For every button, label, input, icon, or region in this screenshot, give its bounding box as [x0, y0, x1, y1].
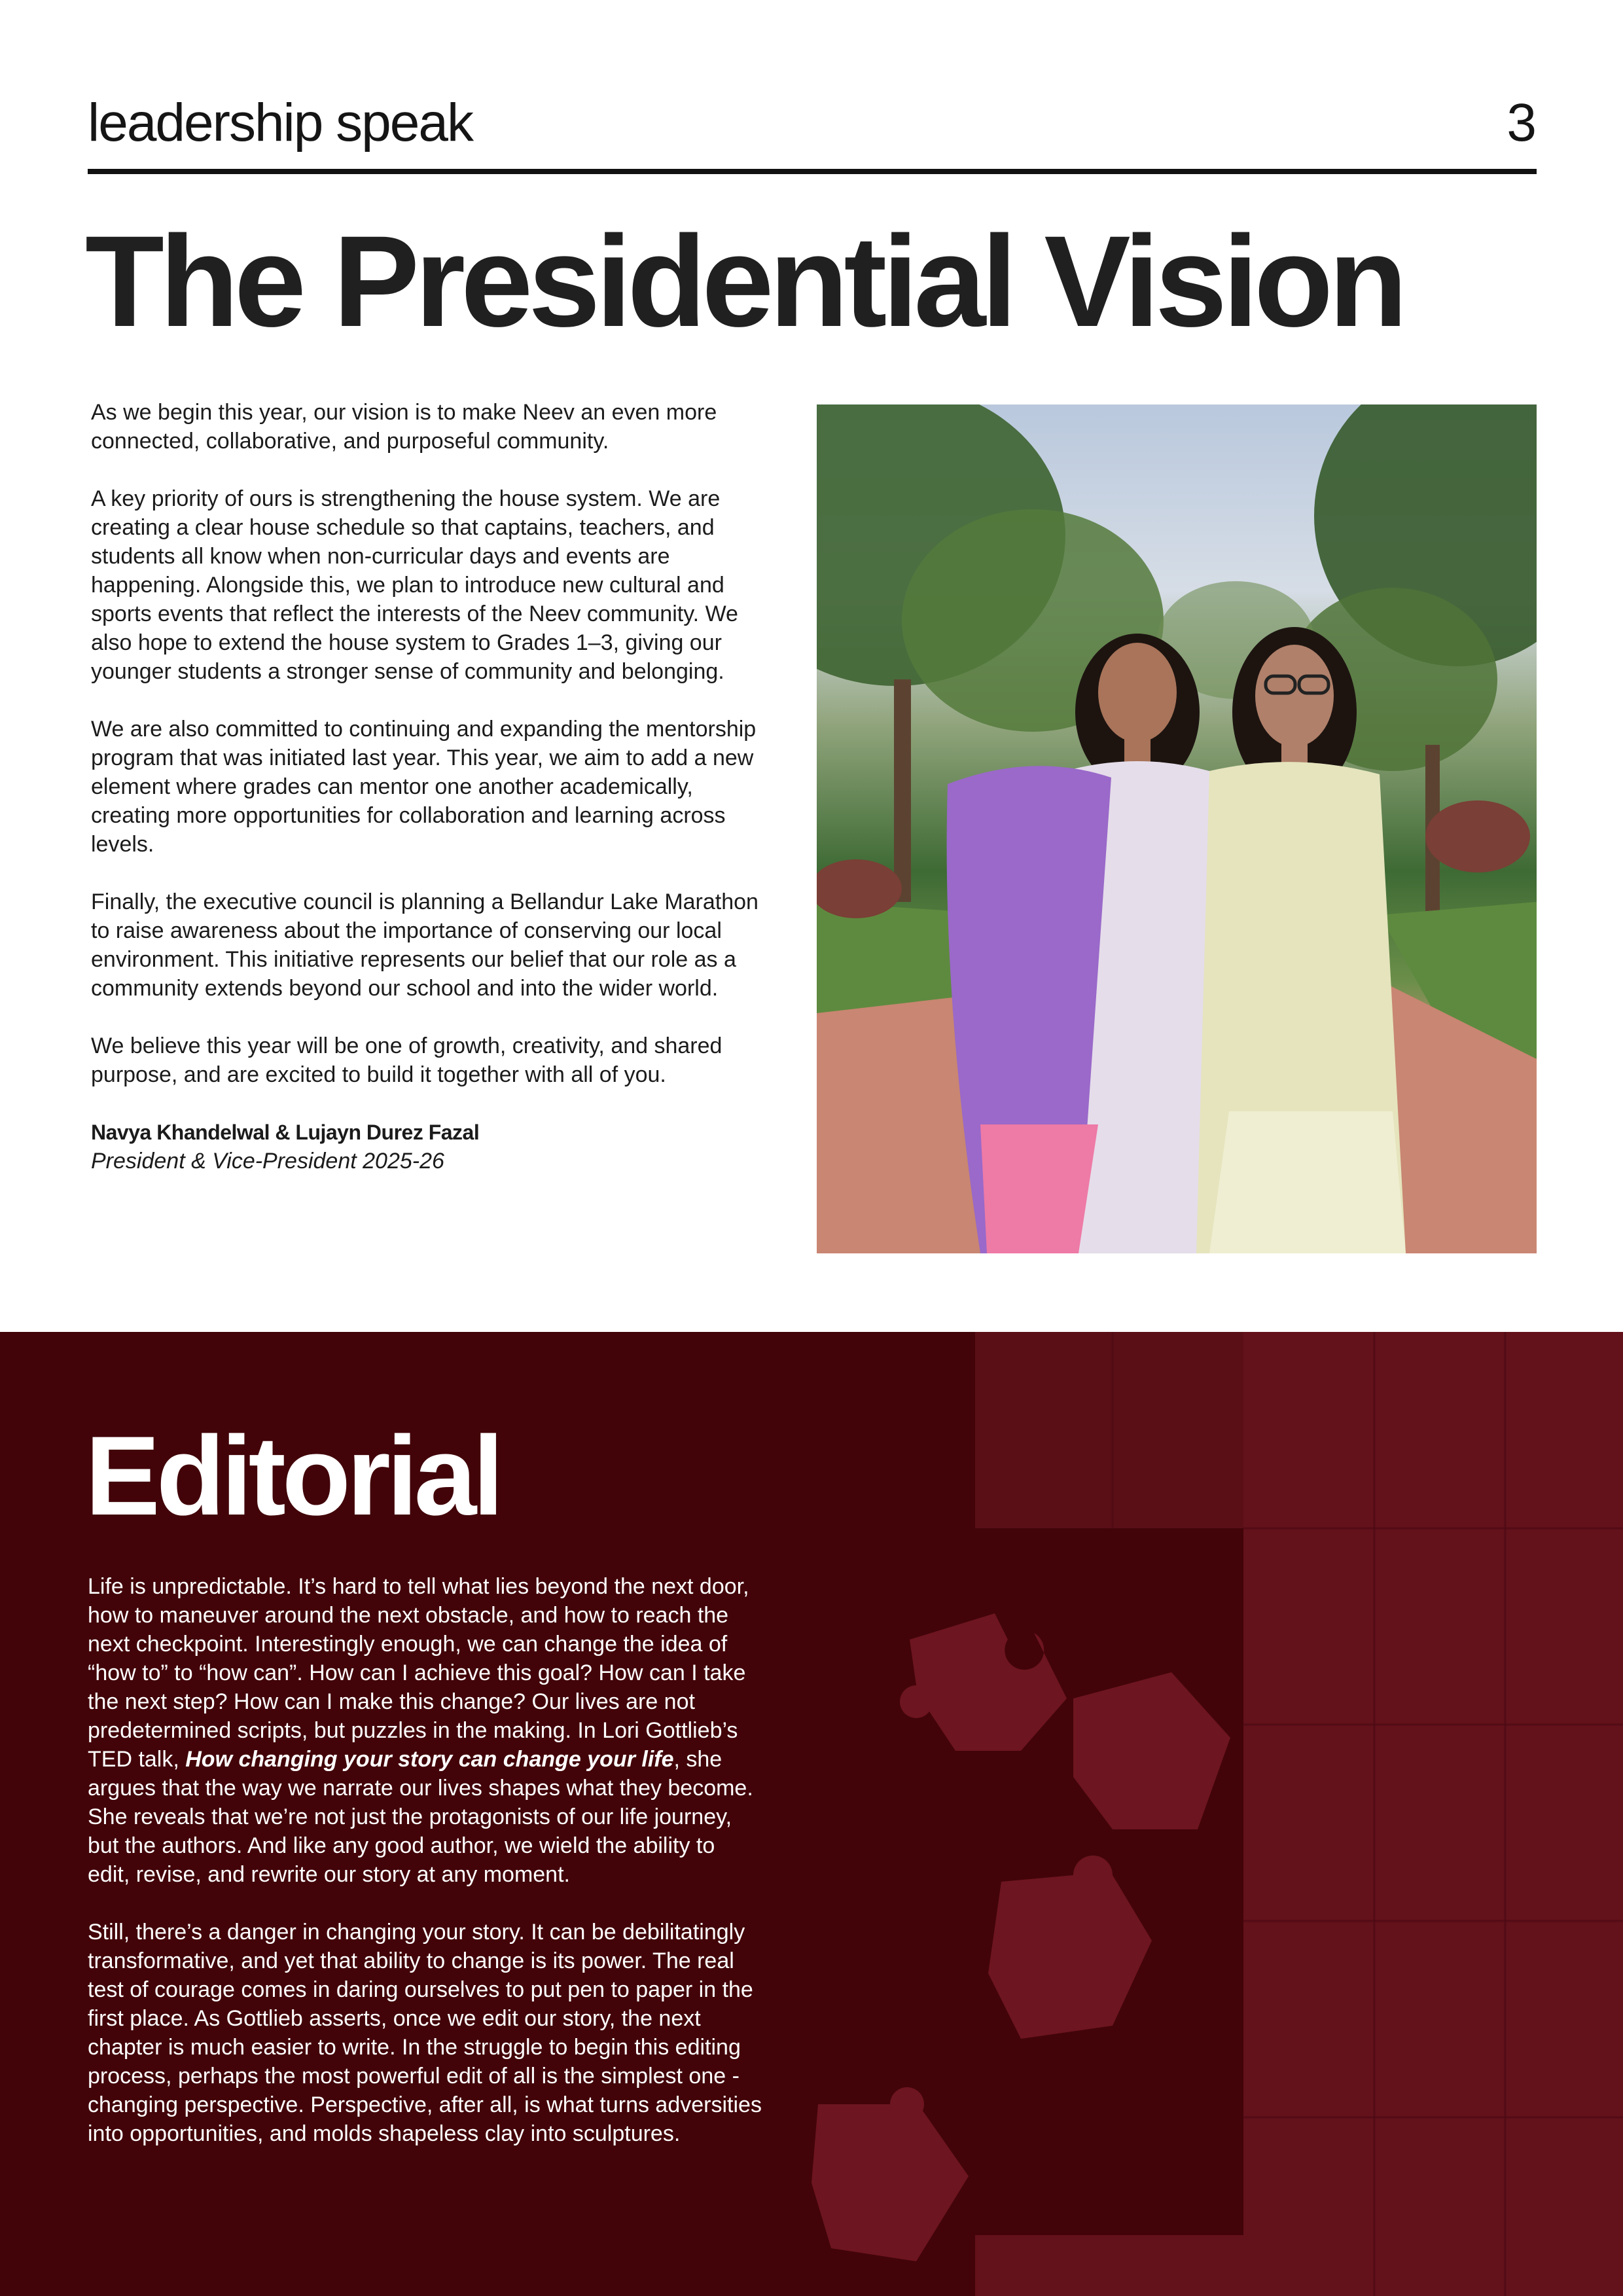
- photo-illustration: [817, 404, 1537, 1253]
- paragraph: A key priority of ours is strengthening the house system. We are creating a clear house schedule so that captains, teachers, and students all know when non-curricular days and events are happening. Alongside this, we plan to introduce new cultural and sports events that reflect the interests of the Neev community. We also hope to extend the house system to Grades 1–3, giving our younger students a stronger sense of community and belonging.: [91, 486, 738, 684]
- signature-role: President & Vice-President 2025-26: [91, 1149, 444, 1174]
- page-header: [88, 92, 1537, 174]
- editorial-section: [0, 1332, 1623, 2296]
- paragraph: As we begin this year, our vision is to make Neev an even more connected, collaborative, and purposeful community.: [91, 400, 717, 454]
- paragraph: We believe this year will be one of growth, creativity, and shared purpose, and are excited to build it together with all of you.: [91, 1033, 722, 1087]
- article-title: The Presidential Vision: [85, 209, 1404, 353]
- paragraph: Finally, the executive council is planning a Bellandur Lake Marathon to raise awareness about the importance of conserving our local environment. This initiative represents our belief that our role as a community extends beyond our school and into the wider world.: [91, 889, 758, 1001]
- text-run: , she argues that the way we narrate our lives shapes what they become. She reveals that we’re not just the protagonists of our life journey, but the authors. And like any good author, we wield the ability to edit, revise, and rewrite our story at any moment.: [88, 1747, 753, 1887]
- section-label: leadership speak: [88, 93, 473, 152]
- paragraph: We are also committed to continuing and expanding the mentorship program that was initiated last year. This year, we aim to add a new element where grades can mentor one another academically, creating more opportunities for collaboration and learning across levels.: [91, 717, 757, 857]
- leaders-photo: [817, 404, 1537, 1253]
- page-number: 3: [1507, 93, 1537, 152]
- text-run: Life is unpredictable. It’s hard to tell what lies beyond the next door, how to maneuver around the next obstacle, and how to reach the next checkpoint. Interestingly enough, we can change the idea of “how to” to “how can”. How can I achieve this goal? How can I take the next step? How can I make this change? Our lives are not predetermined scripts, but puzzles in the making. In Lori Gottlieb’s TED talk,: [88, 1574, 749, 1772]
- presidential-article-body: [91, 398, 768, 1175]
- editorial-body: [88, 1572, 762, 2177]
- paragraph: Still, there’s a danger in changing your story. It can be debilitatingly transformative, and yet that ability to change is its power. The real test of courage comes in daring ourselves to put pen to paper in the first place. As Gottlieb asserts, once we edit our story, the next chapter is much easier to write. In the struggle to begin this editing process, perhaps the most powerful edit of all is the simplest one - changing perspective. Perspective, after all, is what turns adversities into opportunities, and molds shapeless clay into sculptures.: [88, 1920, 762, 2146]
- ted-talk-title: How changing your story can change your life: [185, 1747, 674, 1772]
- paragraph: [88, 1572, 762, 1889]
- signature-name: Navya Khandelwal & Lujayn Durez Fazal: [91, 1121, 480, 1144]
- editorial-title: Editorial: [85, 1413, 501, 1539]
